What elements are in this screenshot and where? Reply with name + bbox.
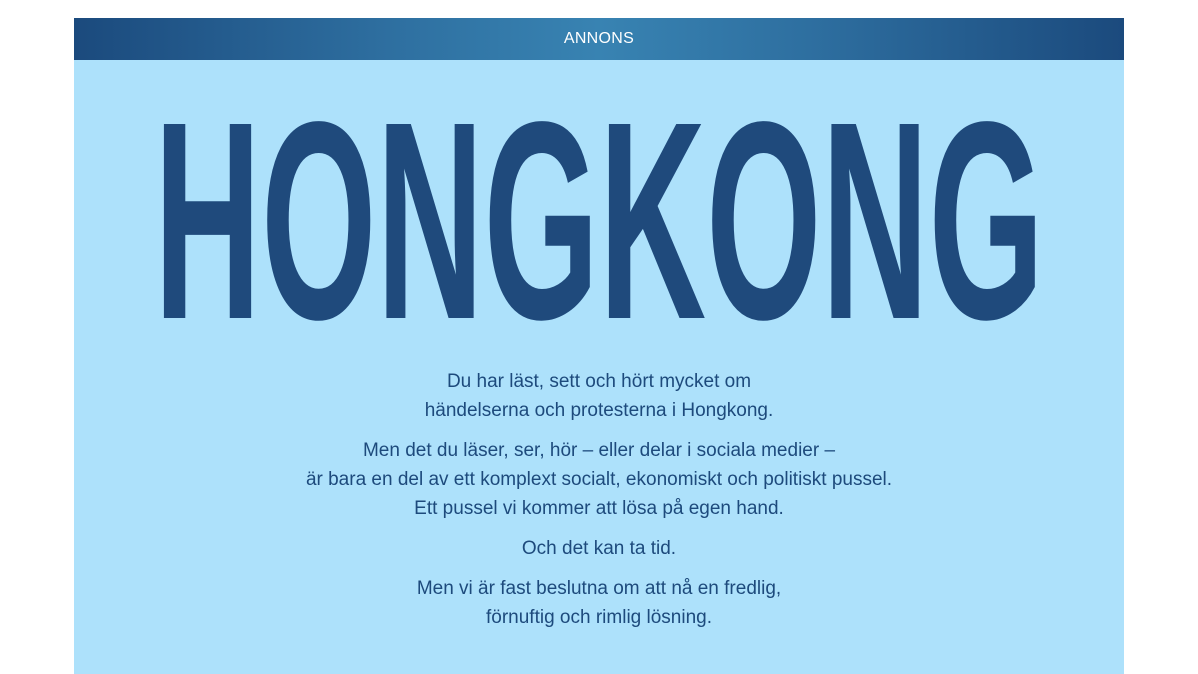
text-line: Du har läst, sett och hört mycket om	[446, 371, 752, 392]
ad-header-bar	[74, 18, 1124, 60]
headline	[74, 113, 1124, 323]
body-copy	[74, 367, 1124, 643]
text-line: Ett pussel vi kommer att lösa på egen hand.	[414, 498, 784, 519]
text-line: förnuftig och rimlig lösning.	[486, 607, 712, 628]
advertisement-panel	[74, 18, 1124, 674]
text-line: Och det kan ta tid.	[521, 538, 677, 559]
paragraph-1	[74, 367, 1124, 425]
text-line: händelserna och protesterna i Hongkong.	[424, 400, 774, 421]
paragraph-2	[74, 436, 1124, 523]
paragraph-4	[74, 574, 1124, 632]
headline-text: HONGKONG	[154, 113, 1044, 323]
text-line: Men det du läser, ser, hör – eller delar i sociala medier –	[362, 440, 836, 461]
text-line: Men vi är fast beslutna om att nå en fredlig,	[416, 578, 782, 599]
paragraph-3	[74, 534, 1124, 563]
text-line: är bara en del av ett komplext socialt, ekonomiskt och politiskt pussel.	[305, 469, 893, 490]
ad-label: ANNONS	[563, 30, 635, 47]
